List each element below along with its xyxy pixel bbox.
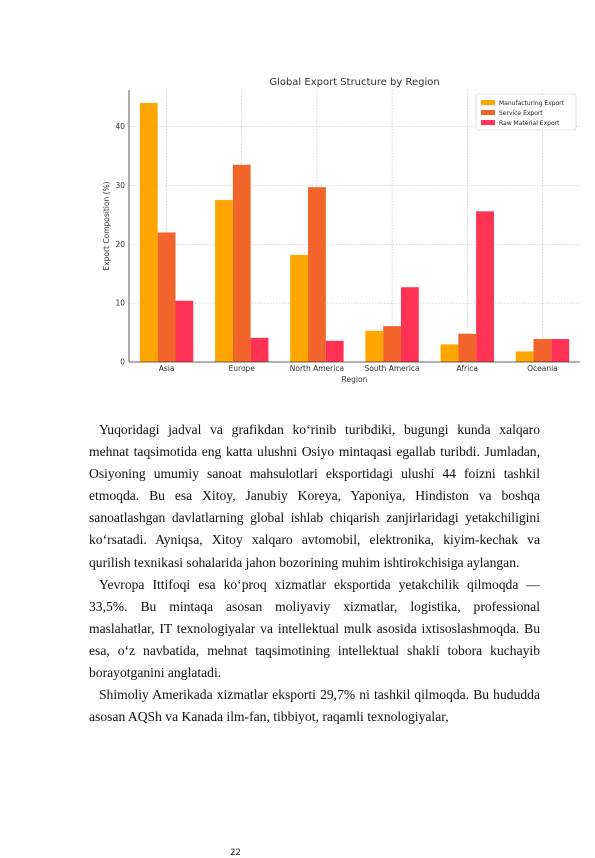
legend-swatch — [481, 120, 495, 125]
x-axis-label: Region — [341, 375, 368, 384]
bar-raw-material-export — [326, 341, 344, 362]
bar-service-export — [308, 187, 326, 362]
chart-title: Global Export Structure by Region — [269, 77, 440, 88]
y-axis-label: Export Composition (%) — [102, 181, 111, 271]
x-tick-label: Africa — [456, 364, 478, 373]
chart-svg — [100, 72, 590, 397]
paragraph-2: Yevropa Ittifoqi esa ko‘proq xizmatlar eksportida yetakchilik qilmoqda — 33,5%. Bu mintaqa asosan moliyaviy xizmatlar, logistika, professional maslahatlar, IT texnologiyalar va intellektual mulk asosida ixtisoslashmoqda. Bu esa, o‘z navbatida, mehnat taqsimotining intellektual shakli tobora kuchayib borayotganini anglatadi. — [89, 576, 540, 681]
bar-raw-material-export — [476, 211, 494, 362]
y-tick-label: 40 — [115, 122, 125, 132]
legend-label: Service Export — [499, 110, 543, 117]
bar-manufacturing-export — [140, 103, 158, 362]
bar-manufacturing-export — [215, 200, 233, 362]
bar-manufacturing-export — [290, 255, 308, 362]
x-tick-label: Oceania — [527, 364, 558, 373]
bar-manufacturing-export — [365, 331, 383, 362]
y-tick-label: 20 — [115, 239, 125, 249]
y-tick-label: 30 — [115, 180, 125, 190]
paragraph-3: Shimoliy Amerikada xizmatlar eksporti 29,7% ni tashkil qilmoqda. Bu hududda asosan AQSh va Kanada ilm-fan, tibbiyot, raqamli texnologiyalar, — [89, 687, 540, 725]
x-tick-label: Europe — [228, 364, 255, 373]
bar-raw-material-export — [175, 301, 193, 362]
bar-manufacturing-export — [441, 344, 459, 362]
x-tick-label: North America — [289, 364, 345, 373]
legend-swatch — [481, 100, 495, 105]
bar-raw-material-export — [251, 338, 269, 362]
legend-label: Manufacturing Export — [499, 100, 564, 107]
legend-label: Raw Material Export — [499, 120, 560, 127]
x-tick-label: South America — [364, 364, 420, 373]
y-tick-label: 10 — [115, 298, 125, 308]
legend-swatch — [481, 110, 495, 115]
paragraph-1: Yuqoridagi jadval va grafikdan ko‘rinib turibdiki, bugungi kunda xalqaro mehnat taqsimotida eng katta ulushni Osiyo mintaqasi egallab turibdi. Jumladan, Osiyoning umumiy sanoat mahsulotlari eksportidagi ulushi 44 foizni tashkil etmoqda. Bu esa Xitoy, Janubiy Koreya, Yaponiya, Hindiston va boshqa sanoatlashgan davlatlarning global ishlab chiqarish zanjirlaridagi yetakchiligini ko‘rsatadi. Ayniqsa, Xitoy xalqaro avtomobil, elektronika, kiyim-kechak va qurilish texnikasi sohalarida jahon bozorining muhim ishtirokchisiga aylangan. — [89, 422, 540, 570]
body-text — [89, 419, 540, 728]
bar-service-export — [458, 334, 476, 362]
page-number: 22 — [230, 848, 241, 858]
bar-manufacturing-export — [516, 351, 534, 362]
bar-service-export — [534, 339, 552, 362]
bar-service-export — [158, 232, 176, 362]
bar-service-export — [383, 326, 401, 362]
x-tick-label: Asia — [158, 364, 175, 373]
y-tick-label: 0 — [120, 357, 125, 367]
bar-service-export — [233, 165, 251, 362]
bar-chart — [100, 72, 590, 397]
bar-raw-material-export — [401, 287, 419, 362]
bar-raw-material-export — [551, 339, 569, 362]
